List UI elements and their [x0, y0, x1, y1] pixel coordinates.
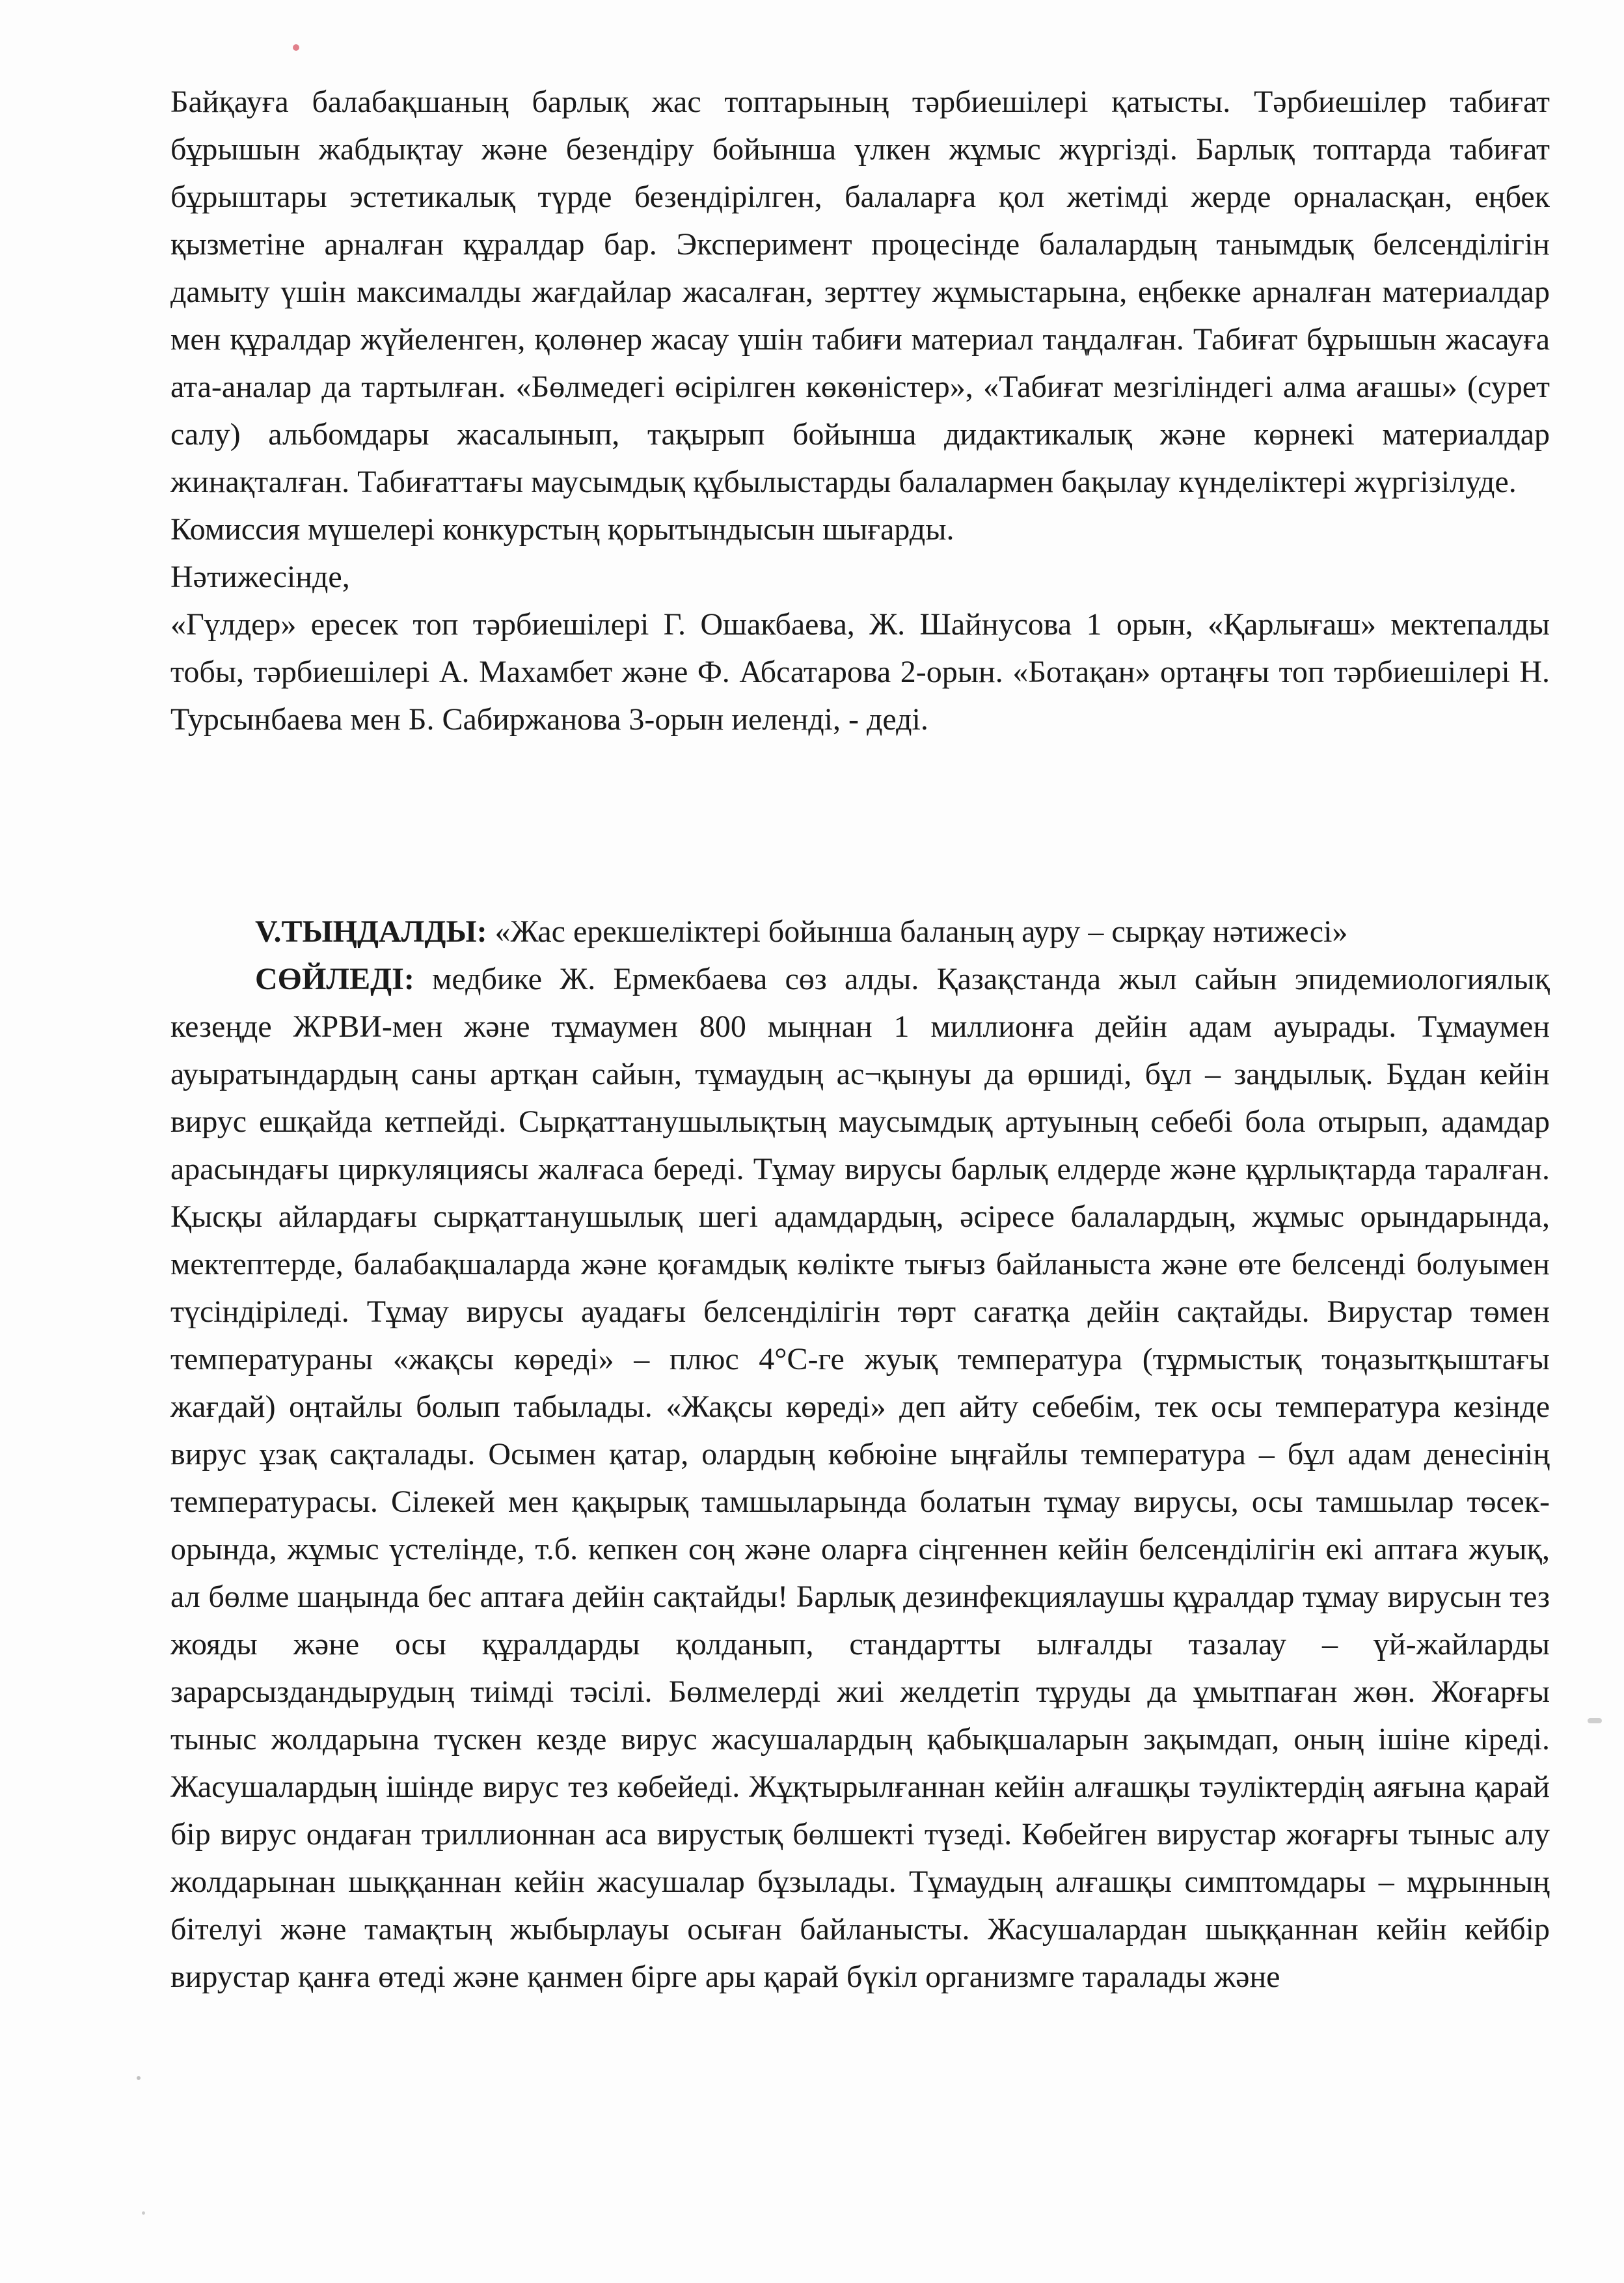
- paragraph-results-intro: Нәтижесінде,: [170, 560, 350, 594]
- paragraph-commission: Комиссия мүшелері конкурстың қорытындысын шығарды.: [170, 512, 954, 547]
- spoke-label: СӨЙЛЕДІ:: [255, 962, 414, 996]
- scan-artifact-mark: [1588, 1718, 1602, 1723]
- scan-artifact-dot: [142, 2211, 145, 2215]
- scan-artifact-dot: [137, 2076, 141, 2080]
- speaker-text: медбике Ж. Ермекбаева сөз алды. Қазақстанда жыл сайын эпидемиологиялық кезеңде ЖРВИ-мен және тұмаумен 800 мыңнан 1 миллионға дейін адам ауырады. Тұмаумен ауыратындардың саны артқан сайын, тұмаудың ас¬қынуы да өршиді, бұл – заңдылық. Бұдан кейін вирус ешқайда кетпейді. Сырқаттанушылықтың маусымдық артуының себебі бола отырып, адамдар арасындағы циркуляциясы жалғаса береді. Тұмау вирусы барлық елдерде және құрлықтарда таралған. Қысқы айлардағы сырқаттанушылық шегі адамдардың, әсіресе балалардың, жұмыс орындарында, мектептерде, балабақшаларда және қоғамдық көлікте тығыз байланыста және өте белсенді болуымен түсіндіріледі. Тұмау вирусы ауадағы белсенділігін төрт сағатқа дейін сақтайды. Вирустар төмен температураны «жақсы көреді» – плюс 4°С-ге жуық температура (тұрмыстық тоңазытқыштағы жағдай) оңтайлы болып табылады. «Жақсы көреді» деп айту себебім, тек осы температура кезінде вирус ұзақ сақталады. Осымен қатар, олардың көбюіне ыңғайлы температура – бұл адам денесінің температурасы. Сілекей мен қақырық тамшыларында болатын тұмау вирусы, осы тамшылар төсек-орында, жұмыс үстелінде, т.б. кепкен соң және оларға сіңгеннен кейін белсенділігін екі аптаға жуық, ал бөлме шаңында бес аптаға дейін сақтайды! Барлық дезинфекциялаушы құралдар тұмау вирусын тез жояды және осы құралдарды қолданып, стандартты ылғалды тазалау – үй-жайларды зарарсыздандырудың тиімді тәсілі. Бөлмелерді жиі желдетіп тұруды да ұмытпаған жөн. Жоғарғы тыныс жолдарына түскен кезде вирус жасушалардың қабықшаларын зақымдап, оның ішіне кіреді. Жасушалардың ішінде вирус тез көбейеді. Жұқтырылғаннан кейін алғашқы тәуліктердің аяғына қарай бір вирус ондаған триллионнан аса вирустық бөлшекті түзеді. Көбейген вирустар жоғарғы тыныс алу жолдарынан шыққаннан кейін жасушалар бұзылады. Тұмаудың алғашқы симптомдары – мұрынның бітелуі және тамақтың жыбырлауы осыған байланысты. Жасушалардан шыққаннан кейін кейбір вирустар қанға өтеді және қанмен бірге ары қарай бүкіл организмге таралады және: [170, 962, 1550, 1994]
- paragraph-winners: «Гүлдер» ересек топ тәрбиешілері Г. Ошакбаева, Ж. Шайнусова 1 орын, «Қарлығаш» мектепалды тобы, тәрбиешілері А. Махамбет және Ф. Абсатарова 2-орын. «Ботақан» ортаңғы топ тәрбиешілері Н. Турсынбаева мен Б. Сабиржанова 3-орын иеленді, - деді.: [170, 607, 1550, 737]
- scan-artifact-dot: [293, 44, 299, 51]
- agenda-item-heading: [170, 908, 1550, 955]
- paragraph-contest-description: Байқауға балабақшаның барлық жас топтарының тәрбиешілері қатысты. Тәрбиешілер табиғат бұрышын жабдықтау және безендіру бойынша үлкен жұмыс жүргізді. Барлық топтарда табиғат бұрыштары эстетикалық түрде безендірілген, балаларға қол жетімді жерде орналасқан, еңбек қызметіне арналған құралдар бар. Эксперимент процесінде балалардың танымдық белсенділігін дамыту үшін максималды жағдайлар жасалған, зерттеу жұмыстарына, еңбекке арналған материалдар мен құралдар жүйеленген, қолөнер жасау үшін табиғи материал таңдалған. Табиғат бұрышын жасауға ата-аналар да тартылған. «Бөлмедегі өсірілген көкөністер», «Табиғат мезгіліндегі алма ағашы» (сурет салу) альбомдары жасалынып, тақырып бойынша дидактикалық және көрнекі материалдар жинақталған. Табиғаттағы маусымдық құбылыстарды балалармен бақылау күнделіктері жүргізілуде.: [170, 85, 1550, 499]
- agenda-item-v-section: [170, 908, 1550, 2001]
- heard-label: V.ТЫҢДАЛДЫ:: [255, 914, 487, 949]
- speaker-paragraph: [170, 955, 1550, 2001]
- agenda-item-topic: «Жас ерекшеліктері бойынша баланың ауру – сырқау нәтижесі»: [487, 914, 1348, 949]
- contest-results-section: [170, 78, 1550, 743]
